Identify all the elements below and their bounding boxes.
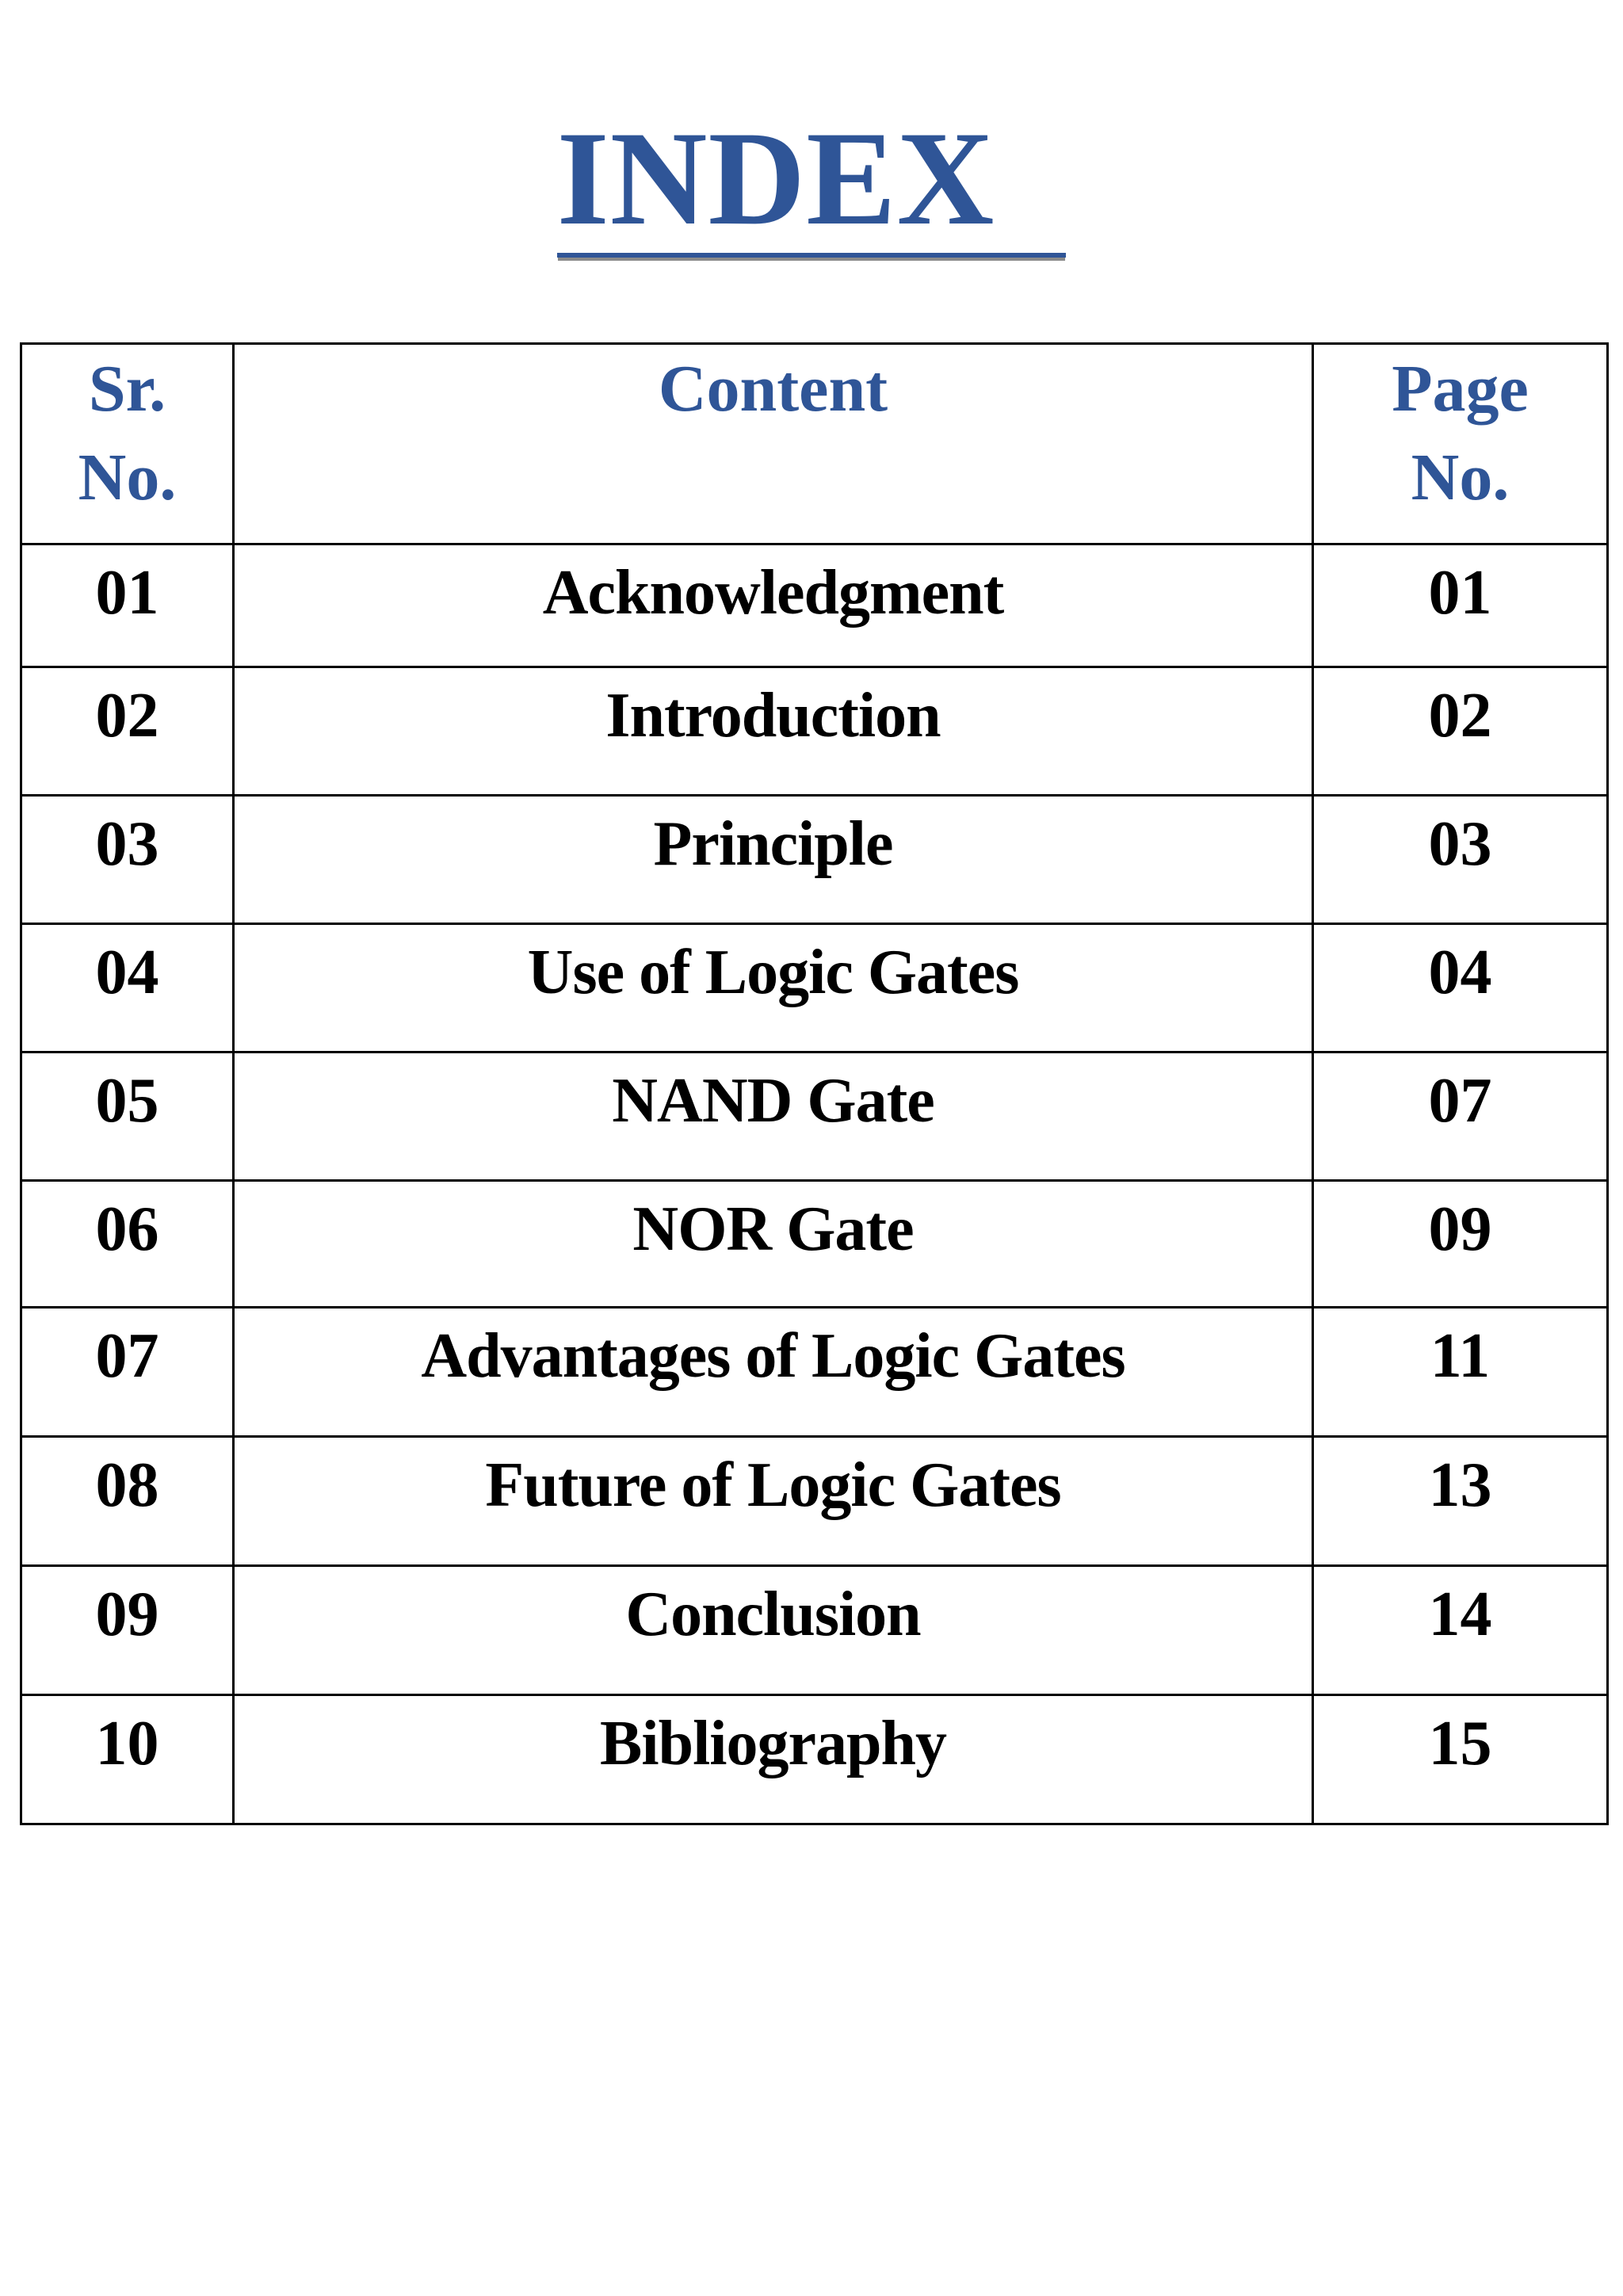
page-title-container [0, 105, 1623, 258]
content-cell: NOR Gate [234, 1181, 1313, 1308]
table-row [21, 1695, 1608, 1824]
table-row [21, 1437, 1608, 1566]
table-row [21, 796, 1608, 924]
content-cell: Bibliography [234, 1695, 1313, 1824]
content-cell: Conclusion [234, 1566, 1313, 1695]
sr-no-cell: 10 [21, 1695, 234, 1824]
page-no-cell: 14 [1313, 1566, 1608, 1695]
table-row [21, 544, 1608, 667]
index-table [20, 342, 1609, 1825]
header-page-no-line1: Page [1392, 352, 1529, 426]
header-content-label: Content [658, 352, 888, 426]
sr-no-cell: 08 [21, 1437, 234, 1566]
content-cell: Introduction [234, 667, 1313, 796]
sr-no-cell: 04 [21, 924, 234, 1052]
content-cell: NAND Gate [234, 1052, 1313, 1181]
content-cell: Use of Logic Gates [234, 924, 1313, 1052]
page-no-cell: 09 [1313, 1181, 1608, 1308]
header-sr-no [21, 344, 234, 544]
table-row [21, 1181, 1608, 1308]
content-cell: Advantages of Logic Gates [234, 1308, 1313, 1437]
table-row [21, 1308, 1608, 1437]
page-no-cell: 01 [1313, 544, 1608, 667]
content-cell: Future of Logic Gates [234, 1437, 1313, 1566]
header-sr-no-line2: No. [78, 441, 177, 514]
table-row [21, 1052, 1608, 1181]
content-cell: Acknowledgment [234, 544, 1313, 667]
page-no-cell: 04 [1313, 924, 1608, 1052]
sr-no-cell: 03 [21, 796, 234, 924]
sr-no-cell: 01 [21, 544, 234, 667]
table-row [21, 667, 1608, 796]
table-header-row [21, 344, 1608, 544]
table-row [21, 1566, 1608, 1695]
page-no-cell: 02 [1313, 667, 1608, 796]
page-no-cell: 07 [1313, 1052, 1608, 1181]
header-page-no-line2: No. [1411, 441, 1510, 514]
table-row [21, 924, 1608, 1052]
page-no-cell: 13 [1313, 1437, 1608, 1566]
page-no-cell: 03 [1313, 796, 1608, 924]
header-content [234, 344, 1313, 544]
sr-no-cell: 06 [21, 1181, 234, 1308]
content-cell: Principle [234, 796, 1313, 924]
page-no-cell: 11 [1313, 1308, 1608, 1437]
header-sr-no-line1: Sr. [88, 352, 166, 426]
sr-no-cell: 02 [21, 667, 234, 796]
sr-no-cell: 05 [21, 1052, 234, 1181]
page-title: INDEX [557, 105, 1067, 258]
page-no-cell: 15 [1313, 1695, 1608, 1824]
sr-no-cell: 09 [21, 1566, 234, 1695]
sr-no-cell: 07 [21, 1308, 234, 1437]
header-page-no [1313, 344, 1608, 544]
